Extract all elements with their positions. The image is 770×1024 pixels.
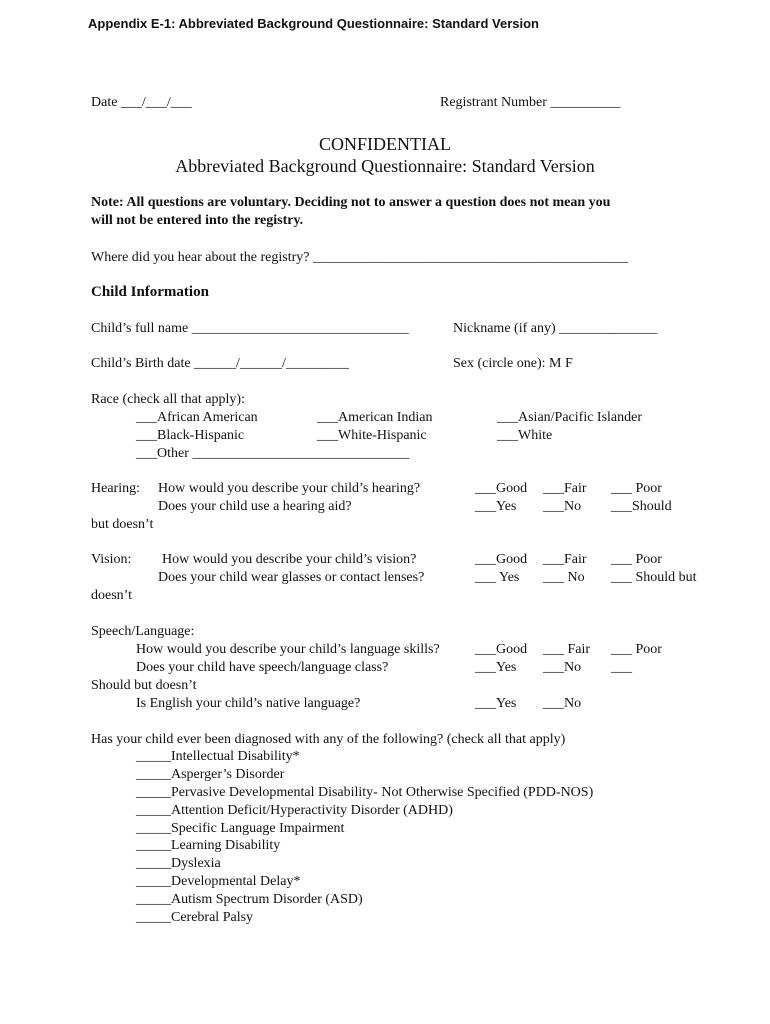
diagnosis-developmental-delay[interactable]: _____Developmental Delay* [136, 874, 301, 889]
diagnosis-learning-disability[interactable]: _____Learning Disability [136, 838, 281, 853]
speech-poor-option[interactable]: ___ Poor [611, 642, 662, 657]
race-black-hispanic[interactable]: ___Black-Hispanic [136, 428, 245, 443]
glasses-should[interactable]: ___ Should but [611, 570, 697, 585]
speech-class-should[interactable]: ___ [611, 660, 632, 675]
race-asian-pacific[interactable]: ___Asian/Pacific Islander [497, 410, 643, 425]
diagnosis-asd[interactable]: _____Autism Spectrum Disorder (ASD) [136, 892, 363, 907]
sex-field[interactable]: Sex (circle one): M F [453, 356, 573, 371]
date-field[interactable]: Date ___/___/___ [91, 95, 192, 110]
registrant-number-field[interactable]: Registrant Number __________ [440, 95, 621, 110]
race-other[interactable]: ___Other _______________________________ [136, 446, 410, 461]
diagnosis-aspergers[interactable]: _____Asperger’s Disorder [136, 767, 285, 782]
glasses-continuation: doesn’t [91, 588, 132, 603]
race-white-hispanic[interactable]: ___White-Hispanic [317, 428, 427, 443]
hearing-label: Hearing: [91, 481, 140, 496]
child-info-heading: Child Information [91, 284, 209, 300]
vision-poor-option[interactable]: ___ Poor [611, 552, 662, 567]
speech-class-no[interactable]: ___No [543, 660, 582, 675]
vision-good-option[interactable]: ___Good [475, 552, 528, 567]
speech-question-1: How would you describe your child’s language skills? [136, 642, 440, 657]
glasses-yes[interactable]: ___ Yes [475, 570, 520, 585]
speech-good-option[interactable]: ___Good [475, 642, 528, 657]
note-line-2: will not be entered into the registry. [91, 213, 304, 228]
hearing-aid-continuation: but doesn’t [91, 517, 154, 532]
vision-question-2: Does your child wear glasses or contact lenses? [158, 570, 425, 585]
form-title: Abbreviated Background Questionnaire: Standard Version [175, 156, 595, 176]
confidential-title: CONFIDENTIAL [319, 134, 451, 154]
vision-fair-option[interactable]: ___Fair [543, 552, 587, 567]
diagnosis-cerebral-palsy[interactable]: _____Cerebral Palsy [136, 910, 254, 925]
speech-question-3: Is English your child’s native language? [136, 696, 361, 711]
hearing-fair-option[interactable]: ___Fair [543, 481, 587, 496]
diagnosis-pdd-nos[interactable]: _____Pervasive Developmental Disability- Not Otherwise Specified (PDD-NOS) [136, 785, 594, 800]
hearing-question-1: How would you describe your child’s hearing? [158, 481, 421, 496]
glasses-no[interactable]: ___ No [543, 570, 585, 585]
diagnosis-adhd[interactable]: _____Attention Deficit/Hyperactivity Disorder (ADHD) [136, 803, 453, 818]
diagnosis-intellectual-disability[interactable]: _____Intellectual Disability* [136, 749, 300, 764]
vision-label: Vision: [91, 552, 132, 567]
diagnosis-specific-language-impairment[interactable]: _____Specific Language Impairment [136, 821, 345, 836]
hearing-aid-yes[interactable]: ___Yes [475, 499, 517, 514]
note-line-1: Note: All questions are voluntary. Deciding not to answer a question does not mean you [91, 195, 611, 210]
speech-question-2: Does your child have speech/language class? [136, 660, 389, 675]
nickname-field[interactable]: Nickname (if any) ______________ [453, 321, 658, 336]
page-header: Appendix E-1: Abbreviated Background Questionnaire: Standard Version [88, 16, 539, 31]
english-native-no[interactable]: ___No [543, 696, 582, 711]
race-label: Race (check all that apply): [91, 392, 245, 407]
birth-date-field[interactable]: Child’s Birth date ______/______/_________ [91, 356, 349, 371]
hear-about-field[interactable]: Where did you hear about the registry? _____________________________________________ [91, 250, 628, 265]
hearing-poor-option[interactable]: ___ Poor [611, 481, 662, 496]
race-african-american[interactable]: ___African American [136, 410, 258, 425]
hearing-question-2: Does your child use a hearing aid? [158, 499, 352, 514]
hearing-aid-should[interactable]: ___Should [611, 499, 672, 514]
speech-fair-option[interactable]: ___ Fair [543, 642, 591, 657]
speech-class-yes[interactable]: ___Yes [475, 660, 517, 675]
speech-label: Speech/Language: [91, 624, 195, 639]
child-full-name-field[interactable]: Child’s full name _______________________________ [91, 321, 409, 336]
diagnosis-question: Has your child ever been diagnosed with any of the following? (check all that apply) [91, 732, 566, 747]
english-native-yes[interactable]: ___Yes [475, 696, 517, 711]
diagnosis-dyslexia[interactable]: _____Dyslexia [136, 856, 221, 871]
hearing-good-option[interactable]: ___Good [475, 481, 528, 496]
race-white[interactable]: ___White [497, 428, 553, 443]
hearing-aid-no[interactable]: ___No [543, 499, 582, 514]
race-american-indian[interactable]: ___American Indian [317, 410, 433, 425]
vision-question-1: How would you describe your child’s vision? [162, 552, 417, 567]
speech-class-continuation: Should but doesn’t [91, 678, 197, 693]
